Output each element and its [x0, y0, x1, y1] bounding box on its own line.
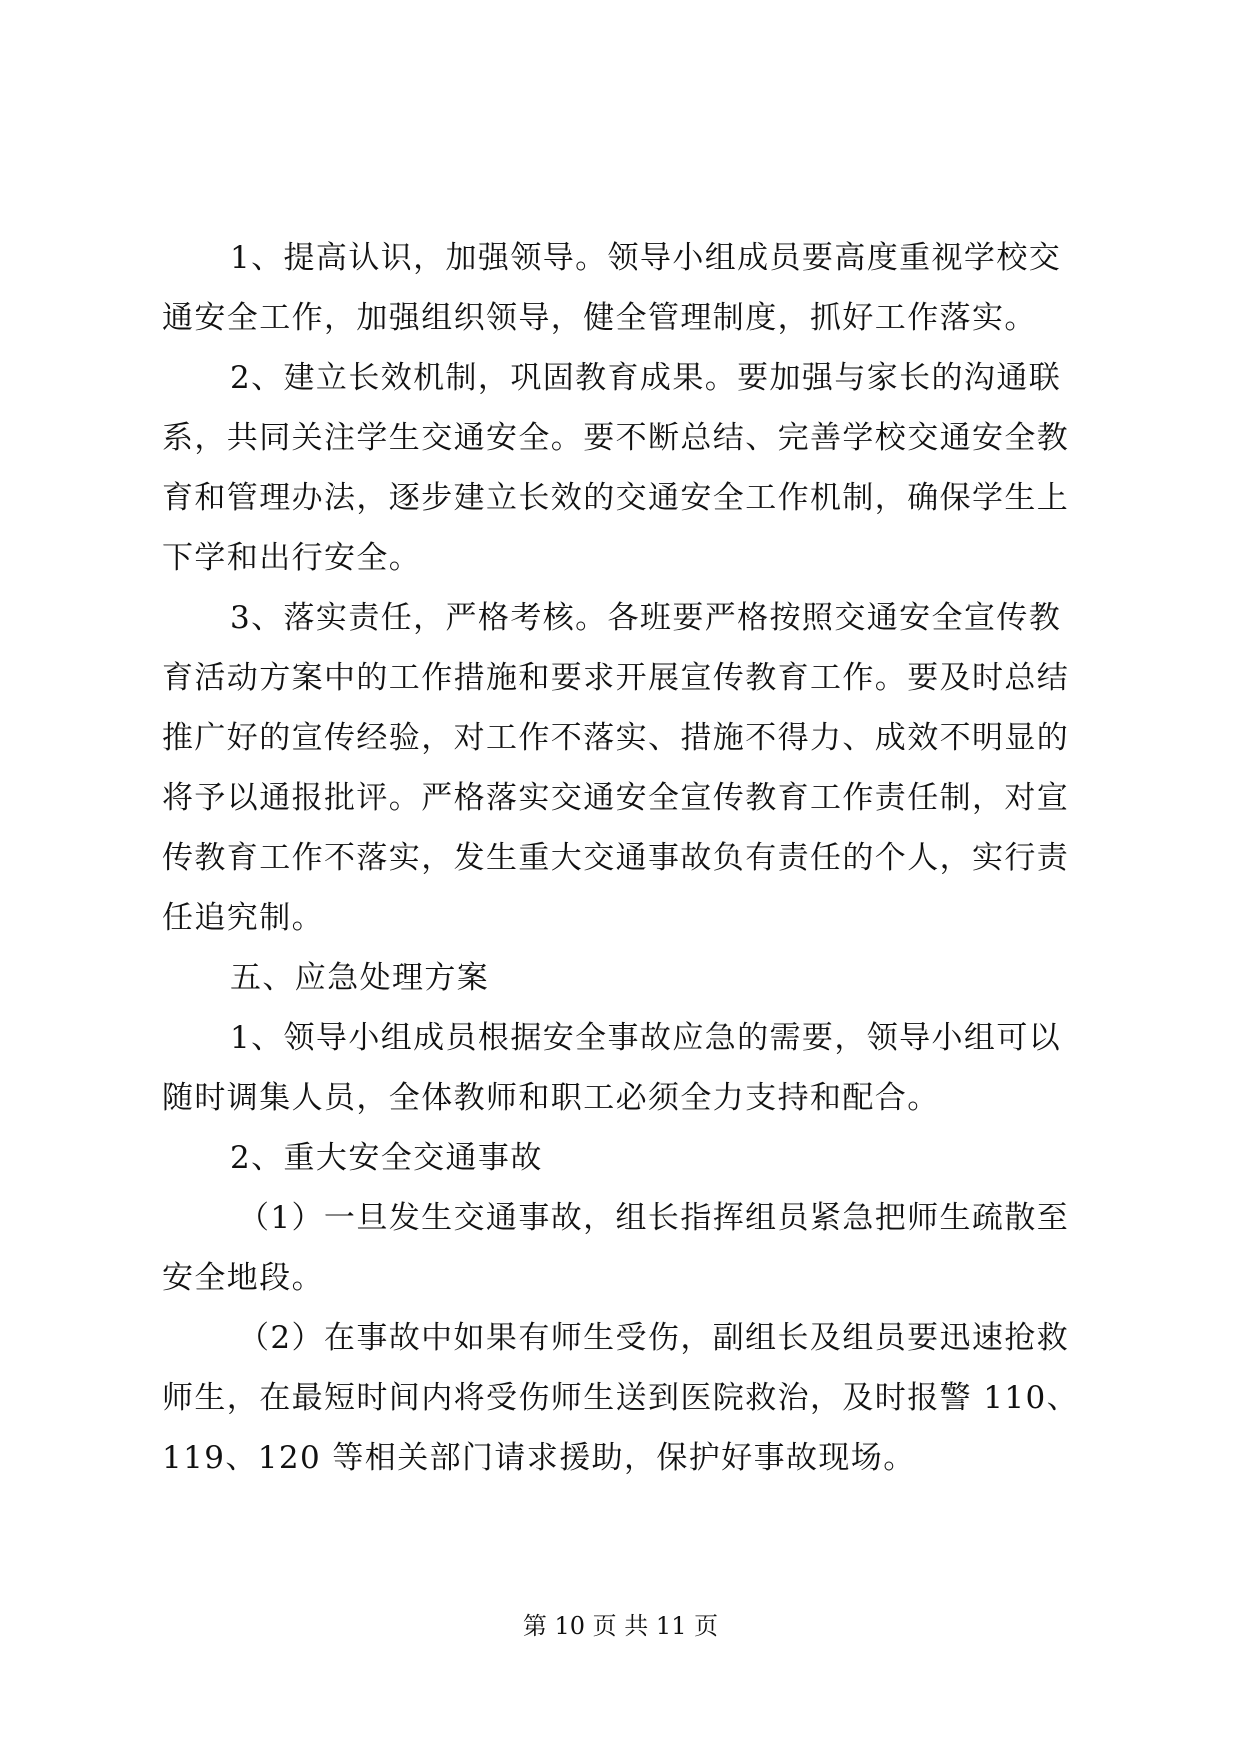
paragraph-line: 2、建立长效机制，巩固教育成果。要加强与家长的沟通联 — [230, 360, 1062, 396]
paragraph-line: 3、落实责任，严格考核。各班要严格按照交通安全宣传教 — [230, 600, 1062, 636]
paragraph-line: 育活动方案中的工作措施和要求开展宣传教育工作。要及时总结 — [162, 660, 1070, 696]
paragraph-line: 下学和出行安全。 — [162, 540, 422, 576]
paragraph-line: 任追究制。 — [162, 900, 324, 936]
paragraph-line: 随时调集人员，全体教师和职工必须全力支持和配合。 — [162, 1080, 940, 1116]
paragraph-line: 1、领导小组成员根据安全事故应急的需要，领导小组可以 — [230, 1020, 1062, 1056]
paragraph-line: 推广好的宣传经验，对工作不落实、措施不得力、成效不明显的 — [162, 720, 1070, 756]
page-number-label: 第 10 页 共 11 页 — [522, 1612, 719, 1640]
paragraph-line: 将予以通报批评。严格落实交通安全宣传教育工作责任制，对宣 — [162, 780, 1070, 816]
paragraph-line: （1）一旦发生交通事故，组长指挥组员紧急把师生疏散至 — [238, 1200, 1070, 1236]
paragraph-line: 119、120 等相关部门请求援助，保护好事故现场。 — [162, 1440, 916, 1476]
paragraph-line: 通安全工作，加强组织领导，健全管理制度，抓好工作落实。 — [162, 300, 1037, 336]
page-footer — [0, 1611, 1241, 1641]
paragraph-line: 育和管理办法，逐步建立长效的交通安全工作机制，确保学生上 — [162, 480, 1070, 516]
paragraph-line: 传教育工作不落实，发生重大交通事故负有责任的个人，实行责 — [162, 840, 1070, 876]
section-heading: 五、应急处理方案 — [230, 960, 490, 996]
paragraph-line: 1、提高认识，加强领导。领导小组成员要高度重视学校交 — [230, 240, 1062, 276]
paragraph-line: 师生，在最短时间内将受伤师生送到医院救治，及时报警 110、 — [162, 1380, 1080, 1416]
paragraph-line: 安全地段。 — [162, 1260, 324, 1296]
paragraph-line: （2）在事故中如果有师生受伤，副组长及组员要迅速抢救 — [238, 1320, 1070, 1356]
subsection-heading: 2、重大安全交通事故 — [230, 1140, 543, 1176]
paragraph-line: 系，共同关注学生交通安全。要不断总结、完善学校交通安全教 — [162, 420, 1070, 456]
